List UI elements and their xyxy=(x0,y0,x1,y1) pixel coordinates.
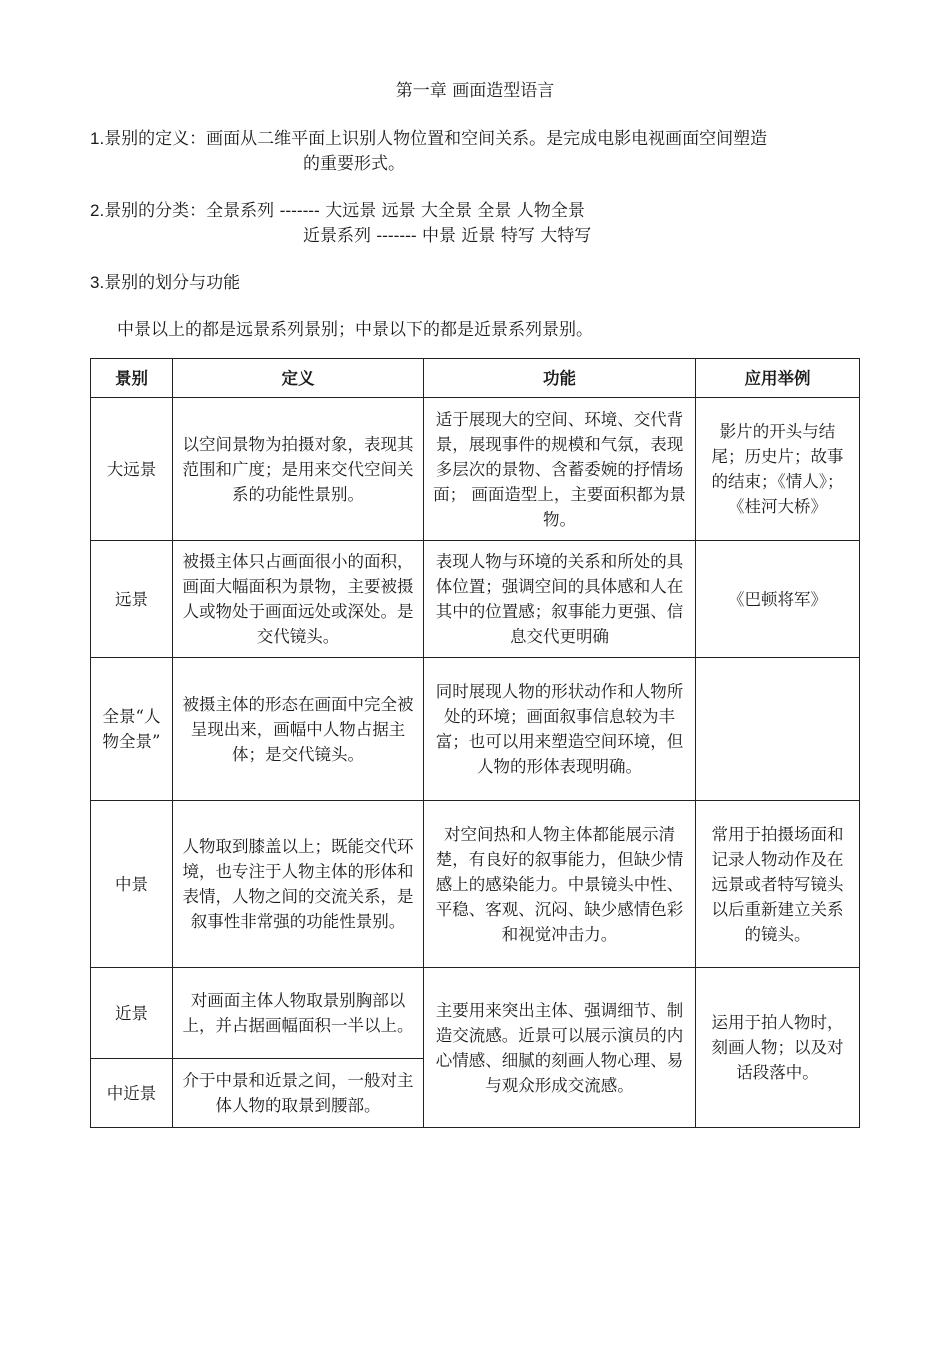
table-header-row xyxy=(91,359,860,398)
cell-example xyxy=(696,658,860,801)
cell-function: 表现人物与环境的关系和所处的具体位置；强调空间的具体感和人在其中的位置感；叙事能力更强、信息交代更明确 xyxy=(424,541,696,658)
cell-definition: 对画面主体人物取景别胸部以上，并占据画幅面积一半以上。 xyxy=(173,968,424,1059)
cell-example: 常用于拍摄场面和记录人物动作及在远景或者特写镜头以后重新建立关系的镜头。 xyxy=(696,801,860,968)
cell-definition: 被摄主体的形态在画面中完全被呈现出来，画幅中人物占据主体；是交代镜头。 xyxy=(173,658,424,801)
cell-shot: 中近景 xyxy=(91,1059,173,1128)
cell-definition: 介于中景和近景之间，一般对主体人物的取景到腰部。 xyxy=(173,1059,424,1128)
header-function: 功能 xyxy=(424,359,696,398)
cell-function: 对空间热和人物主体都能展示清楚，有良好的叙事能力，但缺少情感上的感染能力。中景镜头中性、平稳、客观、沉闷、缺少感情色彩和视觉冲击力。 xyxy=(424,801,696,968)
header-example: 应用举例 xyxy=(696,359,860,398)
table-row xyxy=(91,968,860,1059)
cell-definition: 被摄主体只占画面很小的面积，画面大幅面积为景物，主要被摄人或物处于画面远处或深处。是交代镜头。 xyxy=(173,541,424,658)
cell-definition: 以空间景物为拍摄对象，表现其范围和广度；是用来交代空间关系的功能性景别。 xyxy=(173,398,424,541)
table-row xyxy=(91,658,860,801)
section-2-line-2: 近景系列 ------- 中景 近景 特写 大特写 xyxy=(303,226,592,246)
cell-example: 影片的开头与结尾；历史片；故事的结束；《情人》；《桂河大桥》 xyxy=(696,398,860,541)
section-3-number: 3. xyxy=(90,273,105,292)
section-1-number: 1. xyxy=(90,129,105,148)
page-title: 第一章 画面造型语言 xyxy=(395,81,555,101)
table-row xyxy=(91,398,860,541)
section-3-title xyxy=(90,268,240,293)
header-definition: 定义 xyxy=(173,359,424,398)
cell-shot: 近景 xyxy=(91,968,173,1059)
section-3-text: 景别的划分与功能 xyxy=(104,273,241,293)
cell-function: 同时展现人物的形状动作和人物所处的环境；画面叙事信息较为丰富；也可以用来塑造空间环境，但人物的形体表现明确。 xyxy=(424,658,696,801)
cell-shot: 大远景 xyxy=(91,398,173,541)
cell-shot: 全景“人物全景” xyxy=(91,658,173,801)
section-1-line-1 xyxy=(90,124,767,149)
table-row xyxy=(91,541,860,658)
section-1-text: 景别的定义：画面从二维平面上识别人物位置和空间关系。是完成电影电视画面空间塑造 xyxy=(104,129,768,149)
shot-size-table xyxy=(90,358,860,1128)
cell-function: 适于展现大的空间、环境、交代背景，展现事件的规模和气氛，表现多层次的景物、含蓄委婉的抒情场面； 画面造型上，主要面积都为景物。 xyxy=(424,398,696,541)
cell-shot: 远景 xyxy=(91,541,173,658)
cell-example: 运用于拍人物时，刻画人物；以及对话段落中。 xyxy=(696,968,860,1128)
table-row xyxy=(91,801,860,968)
section-3-note: 中景以上的都是远景系列景别；中景以下的都是近景系列景别。 xyxy=(117,320,593,340)
section-2-number: 2. xyxy=(90,201,105,220)
section-2-text: 景别的分类：全景系列 ------- 大远景 远景 大全景 全景 人物全景 xyxy=(104,201,585,221)
section-1-line-2: 的重要形式。 xyxy=(303,154,405,174)
cell-shot: 中景 xyxy=(91,801,173,968)
cell-definition: 人物取到膝盖以上；既能交代环境，也专注于人物主体的形体和表情，人物之间的交流关系，是叙事性非常强的功能性景别。 xyxy=(173,801,424,968)
cell-function: 主要用来突出主体、强调细节、制造交流感。近景可以展示演员的内心情感、细腻的刻画人物心理、易与观众形成交流感。 xyxy=(424,968,696,1128)
header-shot-size: 景别 xyxy=(91,359,173,398)
cell-example: 《巴顿将军》 xyxy=(696,541,860,658)
section-2-line-1 xyxy=(90,196,585,221)
